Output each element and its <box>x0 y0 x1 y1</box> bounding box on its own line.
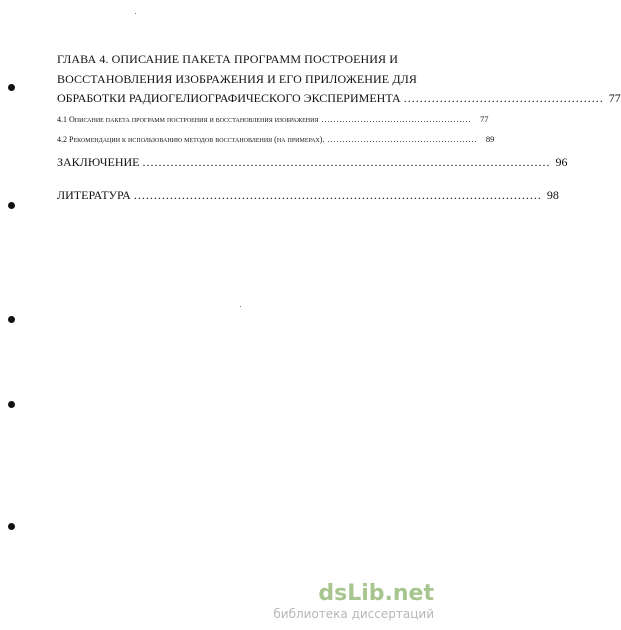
dot-leader: .................................................. <box>403 91 604 105</box>
literature-label: ЛИТЕРАТУРА <box>57 187 131 202</box>
chapter-4-title-line-1: ГЛАВА 4. ОПИСАНИЕ ПАКЕТА ПРОГРАММ ПОСТРОЕНИЯ И <box>57 52 399 66</box>
scan-speck <box>135 13 136 14</box>
binder-hole-mark <box>8 84 15 91</box>
watermark-subtitle: библиотека диссертаций <box>273 607 434 621</box>
section-4-2-entry[interactable] <box>57 133 495 146</box>
dslib-watermark <box>273 582 434 622</box>
binder-hole-mark <box>8 401 15 408</box>
chapter-4-title-line-2: ВОССТАНОВЛЕНИЯ ИЗОБРАЖЕНИЯ И ЕГО ПРИЛОЖЕНИЕ ДЛЯ <box>57 71 417 86</box>
binder-hole-mark <box>8 316 15 323</box>
section-4-1-page-number: 77 <box>479 113 489 124</box>
dot-leader: ...................................................................................................... <box>133 187 542 202</box>
conclusion-label: ЗАКЛЮЧЕНИЕ <box>57 154 140 169</box>
literature-entry[interactable] <box>57 186 559 205</box>
scan-speck <box>240 306 241 307</box>
chapter-4-page-number: 77 <box>608 91 621 105</box>
dot-leader: .................................................. <box>327 134 478 144</box>
dot-leader: .................................................. <box>321 114 472 124</box>
binder-hole-mark <box>8 523 15 530</box>
section-4-1-entry[interactable] <box>57 113 489 126</box>
section-4-2-label: 4.2 Рекомендации к использованию методов восстановления (на примерах). <box>57 134 325 144</box>
section-4-2-page-number: 89 <box>485 133 495 144</box>
section-4-1-label: 4.1 Описание пакета программ построения и восстановления изображения <box>57 114 319 124</box>
table-of-contents <box>57 50 621 205</box>
literature-page-number: 98 <box>546 187 559 202</box>
binder-hole-mark <box>8 202 15 209</box>
conclusion-page-number: 96 <box>555 154 568 169</box>
dot-leader: ...................................................................................................... <box>142 154 551 169</box>
conclusion-entry[interactable] <box>57 153 568 172</box>
chapter-4-entry[interactable] <box>57 89 621 109</box>
chapter-4-title-line-3: ОБРАБОТКИ РАДИОГЕЛИОГРАФИЧЕСКОГО ЭКСПЕРИМЕНТА <box>57 91 401 105</box>
watermark-logo: dsLib.net <box>318 581 434 606</box>
